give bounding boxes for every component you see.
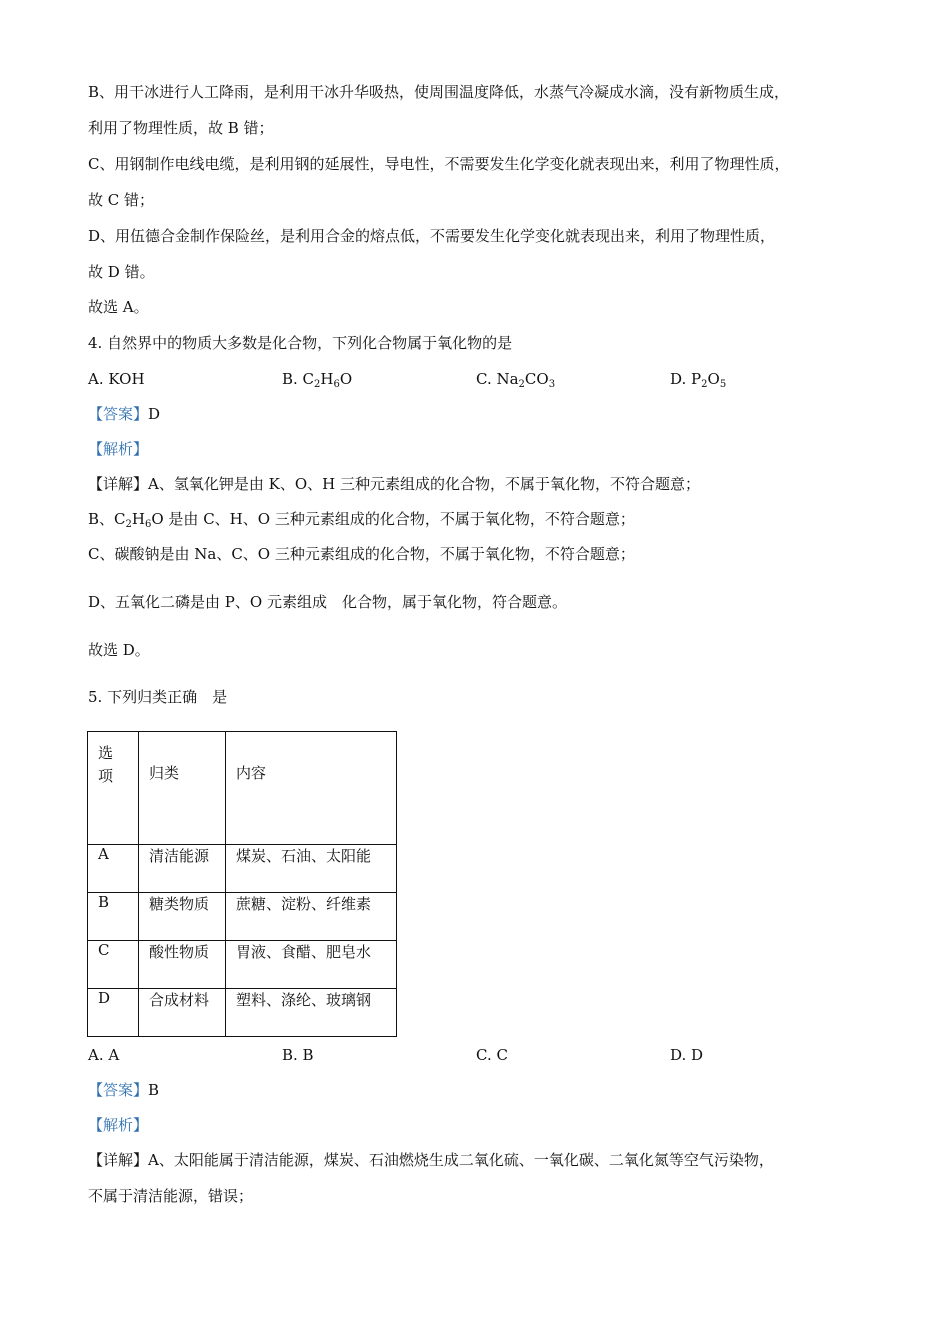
answer-label: 【答案】 (88, 405, 149, 423)
q4-answer: 【答案】D (88, 405, 161, 423)
q5-answer: 【答案】B (88, 1081, 160, 1099)
header-content: 内容 (226, 732, 397, 845)
header-option: 选 项 (88, 732, 139, 845)
q5-option-a: A. A (88, 1046, 120, 1064)
explanation-d-line2: 故 D 错。 (88, 263, 155, 281)
table-row: C 酸性物质 胃液、食醋、肥皂水 (88, 941, 397, 989)
q4-detail-c: C、碳酸钠是由 Na、C、O 三种元素组成的化合物，不属于氧化物，不符合题意； (88, 545, 635, 563)
q4-option-d: D. $P_2O_5$ (670, 370, 727, 390)
q4-detail-a: 【详解】A、氢氧化钾是由 K、O、H 三种元素组成的化合物，不属于氧化物，不符合题意； (88, 475, 700, 493)
q5-option-d: D. D (670, 1046, 704, 1064)
q4-option-c: C. $Na_2CO_3$ (476, 370, 556, 390)
q3-choice: 故选 A。 (88, 298, 149, 316)
explanation-b-line1: B、用干冰进行人工降雨，是利用干冰升华吸热，使周围温度降低，水蒸气冷凝成水滴，没有新物质生成， (88, 83, 790, 101)
explanation-d-line1: D、用伍德合金制作保险丝，是利用合金的熔点低，不需要发生化学变化就表现出来，利用了物理性质， (88, 227, 776, 245)
q5-option-b: B. B (282, 1046, 314, 1064)
q4-detail-d: D、五氧化二磷是由 P、O 元素组成 化合物，属于氧化物，符合题意。 (88, 593, 567, 611)
q5-option-c: C. C (476, 1046, 508, 1064)
table-header-row (88, 732, 397, 845)
table-row: A 清洁能源 煤炭、石油、太阳能 (88, 845, 397, 893)
header-category: 归类 (139, 732, 226, 845)
q4-analysis-label: 【解析】 (88, 440, 149, 458)
q4-detail-b: B、$C_2H_6O$ 是由 C、H、O 三种元素组成的化合物，不属于氧化物，不符合题意； (88, 510, 635, 530)
q5-detail-a-line1: 【详解】A、太阳能属于清洁能源，煤炭、石油燃烧生成二氧化硫、一氧化碳、二氧化氮等空气污染物， (88, 1151, 774, 1169)
q5-analysis-label: 【解析】 (88, 1116, 149, 1134)
q4-choice: 故选 D。 (88, 641, 150, 659)
q4-stem: 4. 自然界中的物质大多数是化合物，下列化合物属于氧化物的是 (88, 334, 513, 352)
explanation-b-line2: 利用了物理性质，故 B 错； (88, 119, 274, 137)
q5-stem: 5. 下列归类正确 是 (88, 688, 228, 706)
classification-table (87, 731, 397, 1037)
explanation-c-line1: C、用钢制作电线电缆，是利用钢的延展性，导电性，不需要发生化学变化就表现出来，利用了物理性质， (88, 155, 790, 173)
table-row: D 合成材料 塑料、涤纶、玻璃钢 (88, 989, 397, 1037)
q5-detail-a-line2: 不属于清洁能源，错误； (88, 1187, 254, 1205)
q4-option-b: B. $C_2H_6O$ (282, 370, 353, 390)
explanation-c-line2: 故 C 错； (88, 191, 155, 209)
answer-label: 【答案】 (88, 1081, 149, 1099)
table-row: B 糖类物质 蔗糖、淀粉、纤维素 (88, 893, 397, 941)
q4-option-a: A. KOH (88, 370, 145, 388)
